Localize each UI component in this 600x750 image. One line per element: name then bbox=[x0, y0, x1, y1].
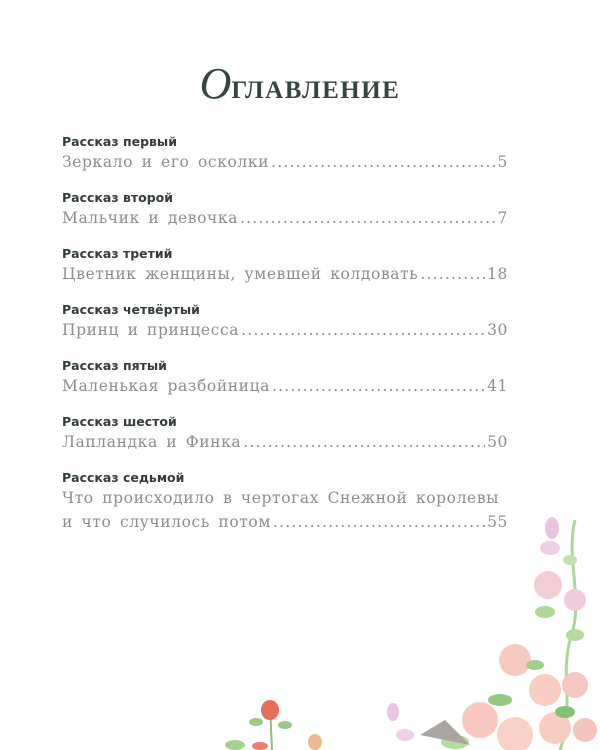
story-label: Рассказ седьмой bbox=[62, 470, 185, 485]
story-label: Рассказ второй bbox=[62, 190, 173, 205]
toc-entry[interactable] bbox=[62, 358, 508, 398]
chapter-title: Мальчик и девочка bbox=[62, 209, 238, 227]
toc-entry[interactable] bbox=[62, 190, 508, 230]
title-initial: О bbox=[199, 59, 232, 108]
toc-entry[interactable] bbox=[62, 134, 508, 174]
toc-entry[interactable] bbox=[62, 246, 508, 286]
story-label: Рассказ пятый bbox=[62, 358, 167, 373]
toc-line bbox=[62, 318, 508, 342]
story-label: Рассказ четвёртый bbox=[62, 302, 200, 317]
chapter-title: Принц и принцесса bbox=[62, 321, 240, 339]
chapter-title: Лапландка и Финка bbox=[62, 433, 242, 451]
chapter-title: Цветник женщины, умевшей колдовать bbox=[62, 265, 419, 283]
page-number: 5 bbox=[497, 153, 508, 171]
chapter-title-line-1: Что происходило в чертогах Снежной королевы bbox=[62, 489, 500, 507]
page-number: 18 bbox=[487, 265, 508, 283]
toc-line bbox=[62, 150, 508, 174]
toc-line bbox=[62, 430, 508, 454]
toc-line bbox=[62, 510, 508, 534]
toc-line bbox=[62, 206, 508, 230]
page-number: 30 bbox=[487, 321, 508, 339]
page-title bbox=[0, 58, 600, 109]
dot-leader bbox=[273, 510, 485, 534]
toc-line bbox=[62, 262, 508, 286]
toc-entry[interactable] bbox=[62, 414, 508, 454]
table-of-contents bbox=[62, 134, 508, 550]
chapter-title: Маленькая разбойница bbox=[62, 377, 271, 395]
page-number: 41 bbox=[487, 377, 508, 395]
dot-leader bbox=[243, 430, 485, 454]
story-label: Рассказ первый bbox=[62, 134, 177, 149]
story-label: Рассказ шестой bbox=[62, 414, 177, 429]
toc-entry[interactable] bbox=[62, 302, 508, 342]
dot-leader bbox=[240, 206, 496, 230]
chapter-title: и что случилось потом bbox=[62, 513, 272, 531]
chapter-title: Зеркало и его осколки bbox=[62, 153, 270, 171]
dot-leader bbox=[241, 318, 485, 342]
dot-leader bbox=[420, 262, 485, 286]
story-label: Рассказ третий bbox=[62, 246, 173, 261]
title-rest: ГЛАВЛЕНИЕ bbox=[231, 77, 401, 104]
page-number: 50 bbox=[487, 433, 508, 451]
toc-line bbox=[62, 374, 508, 398]
dot-leader bbox=[272, 374, 485, 398]
page-number: 55 bbox=[487, 513, 508, 531]
page-number: 7 bbox=[497, 209, 508, 227]
toc-entry[interactable] bbox=[62, 470, 508, 534]
dot-leader bbox=[271, 150, 495, 174]
